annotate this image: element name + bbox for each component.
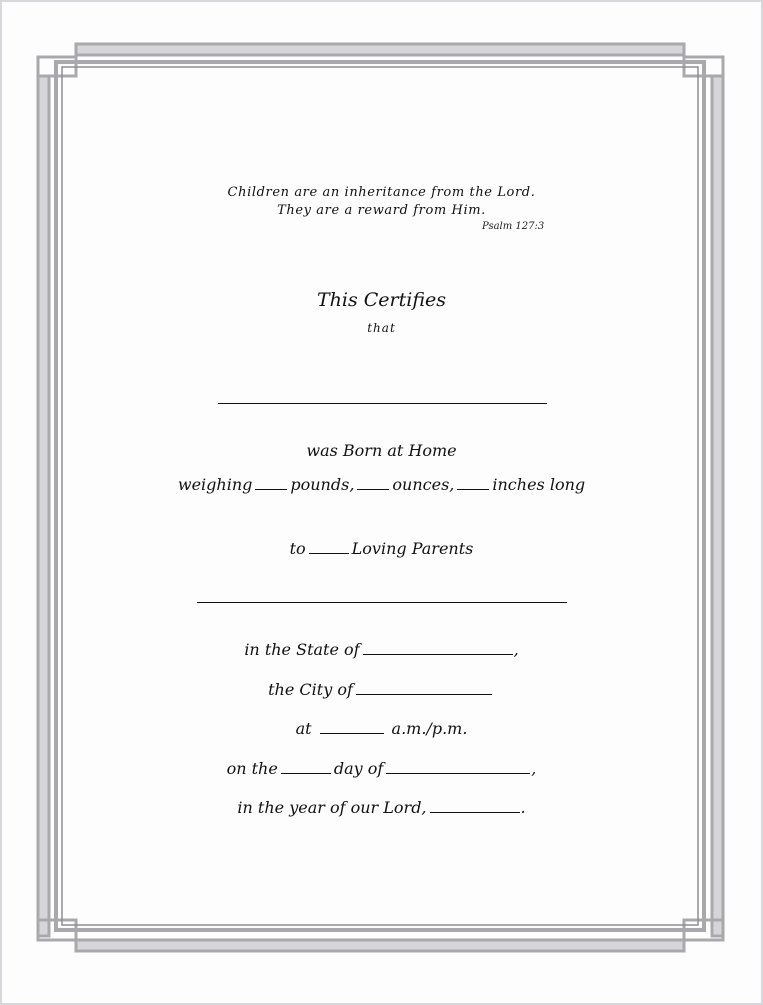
ounces-label: ounces, (392, 475, 455, 494)
to-label: to (289, 539, 306, 558)
certificate-title: This Certifies (316, 289, 447, 311)
year-line (0, 798, 763, 817)
that-label: that (367, 321, 396, 335)
loving-parents-label: Loving Parents (351, 539, 474, 558)
at-label: at (295, 719, 312, 738)
day-of-label: day of (333, 759, 384, 778)
state-comma: , (513, 640, 519, 659)
state-line (0, 640, 763, 659)
verse-line-1: Children are an inheritance from the Lord. (227, 185, 536, 200)
month-blank (386, 759, 530, 774)
pounds-label: pounds, (290, 475, 355, 494)
verse-reference: Psalm 127:3 (482, 221, 545, 232)
time-line (0, 719, 763, 738)
ounces-blank (357, 475, 389, 490)
weighing-label: weighing (177, 475, 253, 494)
state-blank (363, 640, 513, 655)
date-line (0, 759, 763, 778)
year-period: . (520, 798, 526, 817)
verse-line-2: They are a reward from Him. (277, 203, 486, 218)
ampm-label: a.m./p.m. (391, 719, 468, 738)
city-label: the City of (268, 680, 353, 699)
state-label: in the State of (244, 640, 360, 659)
inches-label: inches long (492, 475, 586, 494)
parents-count-blank (309, 539, 349, 554)
year-blank (430, 798, 520, 813)
weight-line (0, 475, 763, 494)
city-line (0, 680, 763, 699)
year-label: in the year of our Lord, (237, 798, 427, 817)
on-the-label: on the (226, 759, 278, 778)
city-blank (356, 680, 492, 695)
date-comma: , (531, 759, 537, 778)
time-blank (320, 719, 384, 734)
inches-blank (457, 475, 489, 490)
parents-names-line (197, 602, 567, 603)
pounds-blank (255, 475, 287, 490)
born-at-home-text: was Born at Home (306, 441, 457, 460)
child-name-line (218, 403, 547, 404)
day-blank (281, 759, 331, 774)
parents-line (0, 539, 763, 558)
